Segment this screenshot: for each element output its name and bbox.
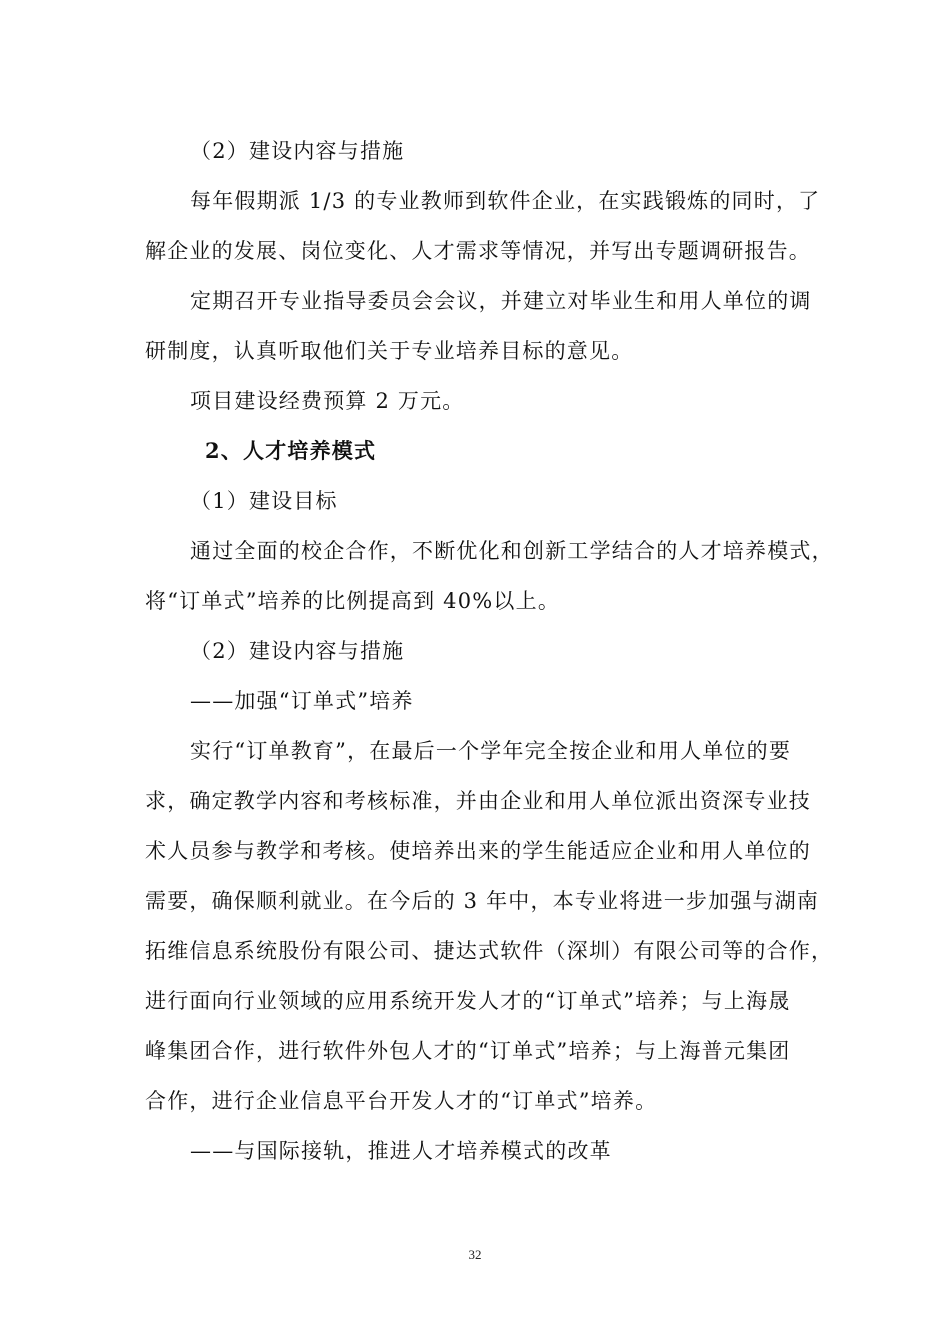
paragraph-line: 合作，进行企业信息平台开发人才的“订单式”培养。	[145, 1089, 658, 1113]
subheading-construction-measures: （2）建设内容与措施	[190, 639, 405, 663]
paragraph-line: 每年假期派 1/3 的专业教师到软件企业，在实践锻炼的同时，了	[190, 189, 821, 213]
paragraph-line: 解企业的发展、岗位变化、人才需求等情况，并写出专题调研报告。	[145, 239, 811, 263]
dash-heading: ——加强“订单式”培养	[190, 689, 414, 713]
paragraph-line: 项目建设经费预算 2 万元。	[190, 389, 465, 413]
paragraph-line: 拓维信息系统股份有限公司、捷达式软件（深圳）有限公司等的合作，	[145, 939, 834, 963]
paragraph-line: 实行“订单教育”，在最后一个学年完全按企业和用人单位的要	[190, 739, 792, 763]
subheading-construction-goal: （1）建设目标	[190, 489, 338, 513]
paragraph-line: 通过全面的校企合作，不断优化和创新工学结合的人才培养模式，	[190, 539, 834, 563]
page-number: 32	[468, 1247, 482, 1262]
paragraph-line: 进行面向行业领域的应用系统开发人才的“订单式”培养；与上海晟	[145, 989, 791, 1013]
paragraph-line: 将“订单式”培养的比例提高到 40%以上。	[145, 589, 561, 613]
dash-heading: ——与国际接轨，推进人才培养模式的改革	[190, 1139, 612, 1163]
paragraph-line: 研制度，认真听取他们关于专业培养目标的意见。	[145, 339, 634, 363]
paragraph-line: 术人员参与教学和考核。使培养出来的学生能适应企业和用人单位的	[145, 839, 811, 863]
paragraph-line: 峰集团合作，进行软件外包人才的“订单式”培养；与上海普元集团	[145, 1039, 791, 1063]
paragraph-line: 需要，确保顺利就业。在今后的 3 年中，本专业将进一步加强与湖南	[145, 889, 820, 913]
subheading-construction-measures: （2）建设内容与措施	[190, 139, 405, 163]
paragraph-line: 求，确定教学内容和考核标准，并由企业和用人单位派出资深专业技	[145, 789, 811, 813]
paragraph-line: 定期召开专业指导委员会会议，并建立对毕业生和用人单位的调	[190, 289, 812, 313]
section-heading: 2、人才培养模式	[205, 438, 377, 463]
